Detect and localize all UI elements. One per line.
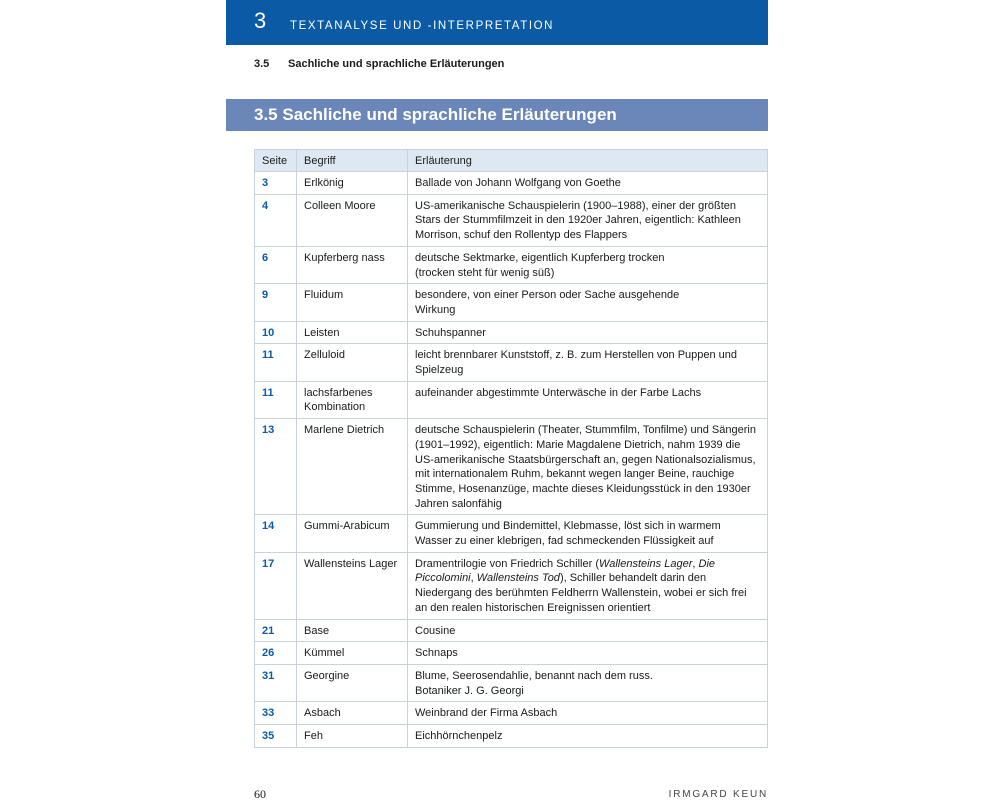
explanation-cell	[408, 284, 768, 321]
table-row	[255, 619, 768, 642]
term-cell: Leisten	[297, 321, 408, 344]
running-head-number: 3.5	[254, 58, 270, 70]
explanation-cell	[408, 344, 768, 381]
table-header-row	[255, 150, 768, 172]
term-cell: Kupferberg nass	[297, 246, 408, 283]
term-cell: Marlene Dietrich	[297, 419, 408, 515]
page-cell: 33	[255, 702, 297, 725]
explanation-cell	[408, 381, 768, 418]
section-title: 3.5 Sachliche und sprachliche Erläuterungen	[254, 105, 617, 124]
page-cell: 17	[255, 552, 297, 619]
term-cell: lachsfarbenes Kombination	[297, 381, 408, 418]
glossary-table	[254, 149, 768, 748]
table-row	[255, 381, 768, 418]
chapter-title: TEXTANALYSE UND -INTERPRETATION	[290, 20, 555, 32]
explanation-cell	[408, 419, 768, 515]
page-cell: 31	[255, 664, 297, 701]
explanation-cell	[408, 246, 768, 283]
term-cell: Colleen Moore	[297, 194, 408, 246]
table-row	[255, 725, 768, 748]
page-cell: 10	[255, 321, 297, 344]
explanation-cell	[408, 664, 768, 701]
term-cell: Kümmel	[297, 642, 408, 665]
work-title: Wallensteins Tod	[476, 572, 560, 585]
table-row	[255, 172, 768, 195]
author-name: IRMGARD KEUN	[668, 789, 768, 800]
term-cell: Georgine	[297, 664, 408, 701]
header-begriff: Begriff	[297, 150, 408, 172]
page-number: 60	[254, 787, 266, 801]
work-title: Wallensteins Lager	[599, 557, 693, 570]
explanation-text: besondere, von einer Person oder Sache ausgehende Wirkung	[415, 289, 680, 316]
table-row	[255, 642, 768, 665]
explanation-cell	[408, 552, 768, 619]
explanation-text: Ballade von Johann Wolfgang von Goethe	[415, 177, 621, 189]
explanation-cell	[408, 619, 768, 642]
header-seite: Seite	[255, 150, 297, 172]
term-cell: Wallensteins Lager	[297, 552, 408, 619]
table-row	[255, 194, 768, 246]
table-body	[255, 172, 768, 748]
page-cell: 13	[255, 419, 297, 515]
running-head	[254, 58, 504, 70]
page-cell: 21	[255, 619, 297, 642]
page-cell: 14	[255, 515, 297, 552]
page-cell: 11	[255, 381, 297, 418]
table-row	[255, 321, 768, 344]
explanation-text: deutsche Schauspielerin (Theater, Stummfilm, Tonfilme) und Sängerin (1901–1992), eigentlich: Marie Magdalene Dietrich, nahm 1939 die US-amerikanische Staatsbürgerschaft an, gegen Nationalsozialismus, mit internationalem Ruhm, bekannt wegen langer Beine, rauchige Stimme, Hosenanzüge, machte dieses Kleidungsstück in den 1930er Jahren salonfähig	[415, 424, 756, 510]
explanation-text: Schnaps	[415, 647, 458, 660]
page-cell: 6	[255, 246, 297, 283]
table-row	[255, 515, 768, 552]
work-title: Die Piccolomini	[415, 557, 716, 585]
explanation-cell	[408, 702, 768, 725]
page-cell: 26	[255, 642, 297, 665]
term-cell: Asbach	[297, 702, 408, 725]
explanation-text: Gummierung und Bindemittel, Klebmasse, löst sich in warmem Wasser zu einer klebrigen, fad schmeckenden Flüssigkeit auf	[415, 520, 721, 548]
explanation-text: Schuhspanner	[415, 326, 486, 339]
term-cell: Zelluloid	[297, 344, 408, 381]
page-cell: 11	[255, 344, 297, 381]
page-cell: 9	[255, 284, 297, 321]
explanation-cell	[408, 172, 768, 195]
explanation-cell	[408, 321, 768, 344]
explanation-text: Cousine	[415, 624, 456, 637]
term-cell: Base	[297, 619, 408, 642]
explanation-text: deutsche Sektmarke, eigentlich Kupferberg trocken (trocken steht für wenig süß)	[415, 251, 665, 279]
table-row	[255, 552, 768, 619]
explanation-text: Dramentrilogie von Friedrich Schiller (	[415, 557, 600, 570]
chapter-header-bar	[226, 0, 768, 45]
explanation-text: ,	[470, 572, 477, 585]
explanation-cell	[408, 725, 768, 748]
explanation-cell	[408, 194, 768, 246]
explanation-text: leicht brennbarer Kunststoff, z. B. zum Herstellen von Puppen und Spielzeug	[415, 349, 738, 377]
explanation-cell	[408, 515, 768, 552]
running-head-title: Sachliche und sprachliche Erläuterungen	[288, 58, 505, 70]
table-row	[255, 246, 768, 283]
page-cell: 3	[255, 172, 297, 195]
explanation-text: aufeinander abgestimmte Unterwäsche in der Farbe Lachs	[415, 386, 702, 399]
explanation-cell	[408, 642, 768, 665]
section-banner	[226, 99, 768, 131]
explanation-text: Eichhörnchenpelz	[415, 730, 503, 743]
page-cell: 4	[255, 194, 297, 246]
table-row	[255, 702, 768, 725]
table-row	[255, 664, 768, 701]
term-cell: Erlkönig	[297, 172, 408, 195]
page-cell: 35	[255, 725, 297, 748]
term-cell: Gummi-Arabicum	[297, 515, 408, 552]
header-erlaeuterung: Erläuterung	[408, 150, 768, 172]
explanation-text: ), Schiller behandelt darin den Niedergang des berühmten Feldherrn Wallenstein, wobei er sich frei an den realen historischen Ereignissen orientiert	[415, 572, 747, 614]
explanation-text: Weinbrand der Firma Asbach	[415, 707, 558, 720]
chapter-number: 3	[254, 8, 267, 33]
table-row	[255, 419, 768, 515]
table-row	[255, 284, 768, 321]
explanation-text: ,	[692, 557, 699, 570]
term-cell: Feh	[297, 725, 408, 748]
explanation-text: US-amerikanische Schauspielerin (1900–1988), einer der größten Stars der Stummfilmzeit in den 1920er Jahren, eigentlich: Kathleen Morrison, schuf den Rollentyp des Flappers	[415, 199, 741, 242]
table-row	[255, 344, 768, 381]
explanation-text: Blume, Seerosendahlie, benannt nach dem russ. Botaniker J. G. Georgi	[415, 669, 653, 697]
term-cell: Fluidum	[297, 284, 408, 321]
